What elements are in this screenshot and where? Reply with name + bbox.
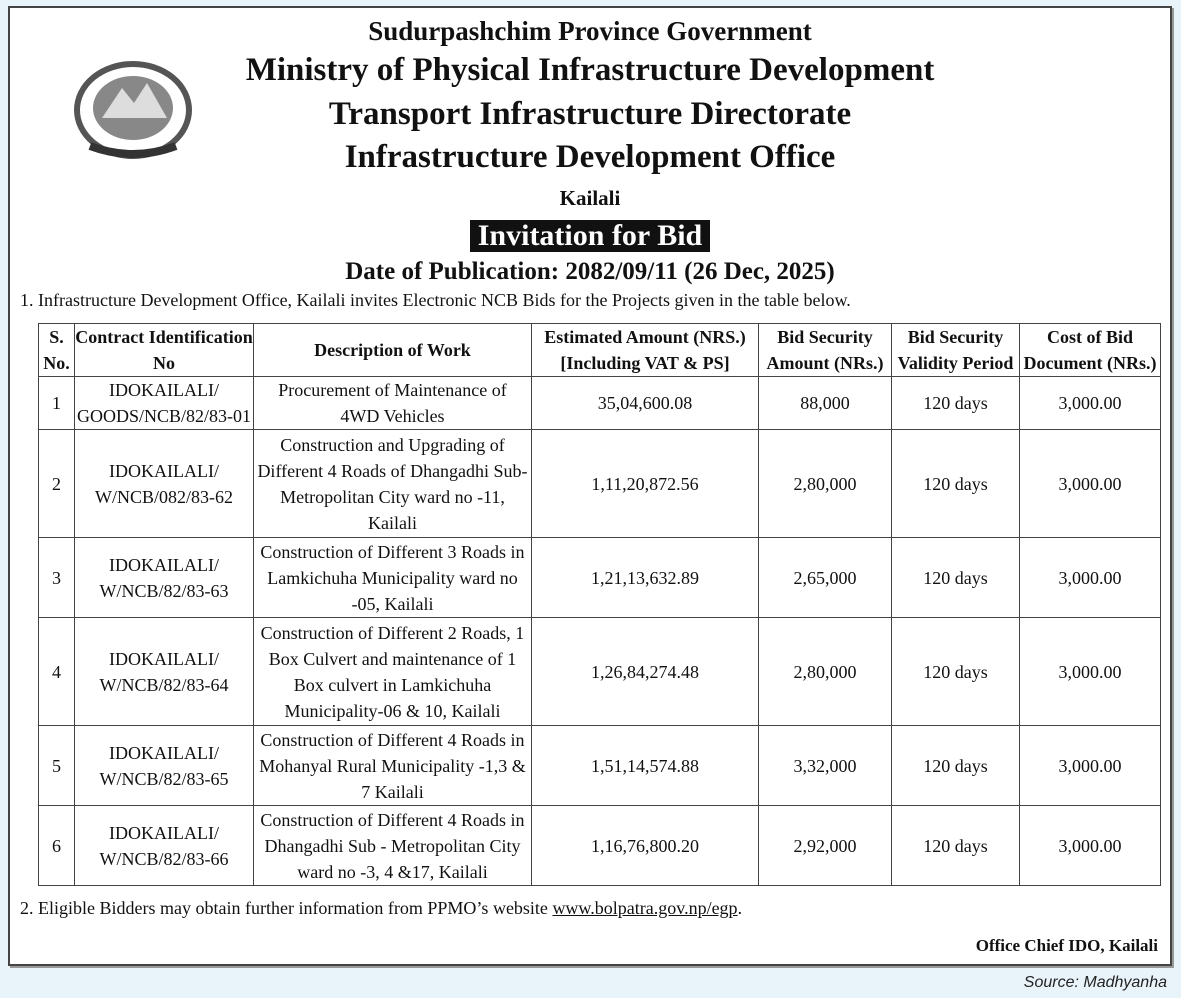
table-row [39,618,1161,726]
district-name: Kailali [559,186,621,210]
bid-notice [8,6,1172,966]
column-header: Contract Identification No [75,324,254,377]
table-cell: 1,26,84,274.48 [532,618,759,726]
info-paragraph [20,898,742,919]
table-cell: 88,000 [759,377,892,430]
office-name: Infrastructure Development Office [344,139,836,175]
table-cell: 3 [39,538,75,618]
table-cell: Procurement of Maintenance of 4WD Vehicles [254,377,532,430]
table-row [39,377,1161,430]
directorate-name: Transport Infrastructure Directorate [328,96,852,132]
table-row [39,806,1161,886]
column-header: Cost of Bid Document (NRs.) [1020,324,1161,377]
table-cell: 2,80,000 [759,618,892,726]
table-cell: 1,16,76,800.20 [532,806,759,886]
table-cell: 3,000.00 [1020,538,1161,618]
column-header: S. No. [39,324,75,377]
column-header: Bid Security Validity Period [892,324,1020,377]
table-cell: Construction of Different 2 Roads, 1 Box Culvert and maintenance of 1 Box culvert in Lamkichuha Municipality-06 & 10, Kailali [254,618,532,726]
province-name: Sudurpashchim Province Government [368,16,812,46]
table-cell: 1,21,13,632.89 [532,538,759,618]
table-cell: 3,32,000 [759,726,892,806]
table-cell: IDOKAILALI/ W/NCB/082/83-62 [75,430,254,538]
info-text-end: . [737,898,743,918]
table-cell: 3,000.00 [1020,806,1161,886]
source-credit: Source: Madhyanha [1023,974,1167,991]
intro-paragraph: 1. Infrastructure Development Office, Kailali invites Electronic NCB Bids for the Projects given in the table below. [20,290,851,310]
table-cell: Construction of Different 4 Roads in Dhangadhi Sub - Metropolitan City ward no -3, 4 &17, Kailali [254,806,532,886]
table-cell: 1,51,14,574.88 [532,726,759,806]
bolpatra-link[interactable]: www.bolpatra.gov.np/egp [552,898,738,918]
table-cell: 3,000.00 [1020,726,1161,806]
table-cell: Construction and Upgrading of Different 4 Roads of Dhangadhi Sub-Metropolitan City ward no -11, Kailali [254,430,532,538]
table-cell: 1 [39,377,75,430]
info-text: 2. Eligible Bidders may obtain further information from PPMO’s website [20,898,553,918]
table-cell: IDOKAILALI/ W/NCB/82/83-63 [75,538,254,618]
table-cell: 2,80,000 [759,430,892,538]
table-cell: 120 days [892,618,1020,726]
table-cell: 120 days [892,538,1020,618]
table-row [39,726,1161,806]
publication-date: Date of Publication: 2082/09/11 (26 Dec, 2025) [345,258,835,285]
table-cell: Construction of Different 3 Roads in Lamkichuha Municipality ward no -05, Kailali [254,538,532,618]
table-cell: 3,000.00 [1020,618,1161,726]
table-cell: 1,11,20,872.56 [532,430,759,538]
table-cell: IDOKAILALI/ W/NCB/82/83-66 [75,806,254,886]
table-cell: IDOKAILALI/ W/NCB/82/83-65 [75,726,254,806]
table-cell: 2,92,000 [759,806,892,886]
table-cell: 3,000.00 [1020,430,1161,538]
table-cell: 5 [39,726,75,806]
ministry-name: Ministry of Physical Infrastructure Development [245,52,935,88]
table-cell: 120 days [892,806,1020,886]
bid-table [38,323,1161,886]
table-cell: Construction of Different 4 Roads in Mohanyal Rural Municipality -1,3 & 7 Kailali [254,726,532,806]
table-cell: 120 days [892,377,1020,430]
table-cell: 4 [39,618,75,726]
column-header: Description of Work [254,324,532,377]
signature: Office Chief IDO, Kailali [975,936,1158,955]
table-cell: IDOKAILALI/ GOODS/NCB/82/83-01 [75,377,254,430]
table-cell: 2,65,000 [759,538,892,618]
table-cell: 120 days [892,430,1020,538]
column-header: Estimated Amount (NRS.) [Including VAT & PS] [532,324,759,377]
table-row [39,430,1161,538]
table-cell: 2 [39,430,75,538]
table-cell: 35,04,600.08 [532,377,759,430]
table-cell: 3,000.00 [1020,377,1161,430]
table-row [39,538,1161,618]
table-cell: IDOKAILALI/ W/NCB/82/83-64 [75,618,254,726]
table-cell: 6 [39,806,75,886]
table-cell: 120 days [892,726,1020,806]
notice-title: Invitation for Bid [470,220,711,252]
column-header: Bid Security Amount (NRs.) [759,324,892,377]
